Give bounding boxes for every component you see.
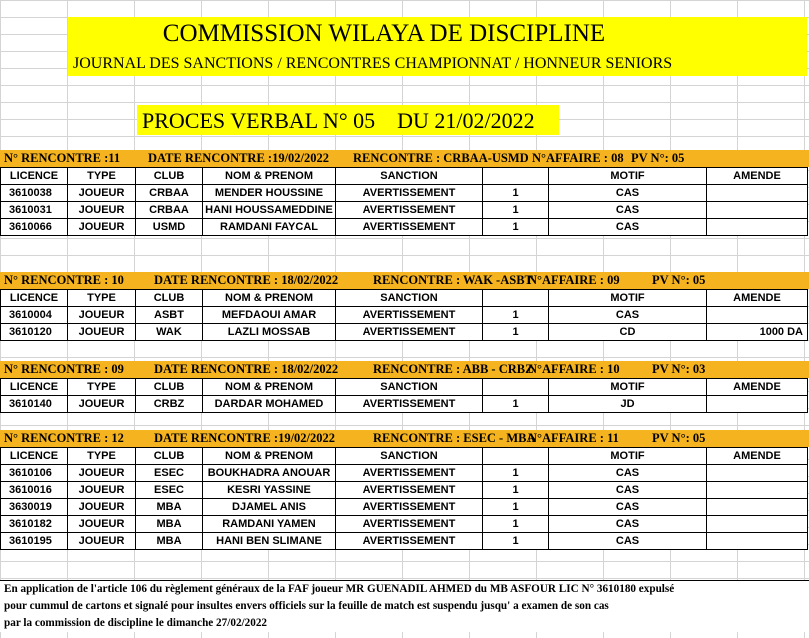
type-cell: JOUEUR [68,533,136,550]
column-header: SANCTION [336,448,483,465]
name-cell: RAMDANI YAMEN [203,516,336,533]
sanction-cell: AVERTISSEMENT [336,533,483,550]
motif-cell: CAS [549,307,707,324]
column-header: TYPE [68,168,136,185]
affaire-number: N°AFFAIRE : 09 [528,273,620,287]
name-cell: RAMDANI FAYCAL [203,219,336,236]
motif-cell: CD [549,324,707,341]
affaire-number: N°AFFAIRE : 10 [528,362,620,376]
column-header: MOTIF [549,168,707,185]
table-row [1,396,808,413]
sanction-section [0,150,809,236]
motif-cell: CAS [549,482,707,499]
type-cell: JOUEUR [68,202,136,219]
amende-cell [707,482,808,499]
name-cell: HANI HOUSSAMEDDINE [203,202,336,219]
type-cell: JOUEUR [68,307,136,324]
page-title: COMMISSION WILAYA DE DISCIPLINE [162,20,606,47]
sanction-cell: AVERTISSEMENT [336,219,483,236]
table-row [1,516,808,533]
table-row [1,202,808,219]
pv-title: PROCES VERBAL N° 05 DU 21/02/2022 [142,108,535,133]
rencontre-date: DATE RENCONTRE :19/02/2022 [154,431,336,445]
rencontre-teams: RENCONTRE : ABB - CRBZ [373,362,534,376]
licence-cell: 3610106 [1,465,68,482]
column-header [483,379,549,396]
count-cell: 1 [483,202,549,219]
motif-cell: CAS [549,465,707,482]
table-row [1,307,808,324]
type-cell: JOUEUR [68,396,136,413]
table-row [1,219,808,236]
sanctions-table [0,289,808,341]
column-header: TYPE [68,448,136,465]
sanction-cell: AVERTISSEMENT [336,185,483,202]
sanctions-table [0,167,808,236]
column-header: LICENCE [1,290,68,307]
amende-cell [707,307,808,324]
club-cell: MBA [136,533,203,550]
column-header: NOM & PRENOM [203,168,336,185]
affaire-number: N°AFFAIRE : 08 [532,151,624,165]
amende-cell [707,185,808,202]
count-cell: 1 [483,499,549,516]
name-cell: MEFDAOUI AMAR [203,307,336,324]
rencontre-number: N° RENCONTRE : 10 [4,273,124,287]
licence-cell: 3610038 [1,185,68,202]
motif-cell: CAS [549,533,707,550]
column-header: SANCTION [336,168,483,185]
footer-line: par la commission de discipline le dimanche 27/02/2022 [4,617,268,629]
club-cell: CRBZ [136,396,203,413]
section-header [0,430,809,447]
sanction-cell: AVERTISSEMENT [336,465,483,482]
club-cell: ESEC [136,482,203,499]
table-row [1,533,808,550]
motif-cell: CAS [549,185,707,202]
column-header: AMENDE [707,379,808,396]
count-cell: 1 [483,185,549,202]
column-header [483,290,549,307]
count-cell: 1 [483,465,549,482]
motif-cell: CAS [549,219,707,236]
count-cell: 1 [483,533,549,550]
section-header [0,272,809,289]
type-cell: JOUEUR [68,185,136,202]
name-cell: KESRI YASSINE [203,482,336,499]
licence-cell: 3610182 [1,516,68,533]
column-header: LICENCE [1,168,68,185]
column-header: MOTIF [549,290,707,307]
column-header: MOTIF [549,448,707,465]
licence-cell: 3610195 [1,533,68,550]
name-cell: BOUKHADRA ANOUAR [203,465,336,482]
column-header: MOTIF [549,379,707,396]
name-cell: LAZLI MOSSAB [203,324,336,341]
column-header: AMENDE [707,168,808,185]
licence-cell: 3630019 [1,499,68,516]
club-cell: CRBAA [136,202,203,219]
count-cell: 1 [483,482,549,499]
table-row [1,324,808,341]
table-header-row [1,448,808,465]
section-header [0,361,809,378]
name-cell: DARDAR MOHAMED [203,396,336,413]
column-header: AMENDE [707,448,808,465]
column-header: TYPE [68,379,136,396]
club-cell: ESEC [136,465,203,482]
rencontre-number: N° RENCONTRE :11 [4,151,121,165]
column-header: SANCTION [336,379,483,396]
sanction-cell: AVERTISSEMENT [336,307,483,324]
sanction-cell: AVERTISSEMENT [336,516,483,533]
column-header: LICENCE [1,379,68,396]
table-row [1,465,808,482]
affaire-number: N°AFFAIRE : 11 [528,431,619,445]
rencontre-teams: RENCONTRE : CRBAA-USMD [353,151,529,165]
amende-cell [707,202,808,219]
sanctions-table [0,447,808,550]
column-header: NOM & PRENOM [203,448,336,465]
sanction-section [0,430,809,550]
count-cell: 1 [483,307,549,324]
licence-cell: 3610066 [1,219,68,236]
amende-cell: 1000 DA [707,324,808,341]
sanction-section [0,361,809,413]
column-header [483,448,549,465]
motif-cell: CAS [549,202,707,219]
sanctions-table [0,378,808,413]
licence-cell: 3610120 [1,324,68,341]
amende-cell [707,219,808,236]
sanction-cell: AVERTISSEMENT [336,396,483,413]
rencontre-date: DATE RENCONTRE : 18/02/2022 [154,362,339,376]
type-cell: JOUEUR [68,219,136,236]
club-cell: USMD [136,219,203,236]
table-header-row [1,290,808,307]
rencontre-teams: RENCONTRE : WAK -ASBT [373,273,533,287]
column-header: LICENCE [1,448,68,465]
sanction-section [0,272,809,341]
count-cell: 1 [483,219,549,236]
pv-number: PV N°: 03 [652,362,706,376]
amende-cell [707,499,808,516]
type-cell: JOUEUR [68,324,136,341]
count-cell: 1 [483,324,549,341]
section-header [0,150,809,167]
pv-number: PV N°: 05 [652,431,706,445]
club-cell: ASBT [136,307,203,324]
rencontre-teams: RENCONTRE : ESEC - MBA [373,431,536,445]
column-header: TYPE [68,290,136,307]
sanction-cell: AVERTISSEMENT [336,324,483,341]
type-cell: JOUEUR [68,482,136,499]
type-cell: JOUEUR [68,516,136,533]
amende-cell [707,396,808,413]
sanction-cell: AVERTISSEMENT [336,202,483,219]
amende-cell [707,516,808,533]
table-header-row [1,168,808,185]
licence-cell: 3610004 [1,307,68,324]
rencontre-number: N° RENCONTRE : 12 [4,431,124,445]
club-cell: CRBAA [136,185,203,202]
column-header: AMENDE [707,290,808,307]
type-cell: JOUEUR [68,465,136,482]
sanction-cell: AVERTISSEMENT [336,482,483,499]
column-header: CLUB [136,168,203,185]
motif-cell: CAS [549,499,707,516]
licence-cell: 3610016 [1,482,68,499]
amende-cell [707,465,808,482]
column-header: CLUB [136,448,203,465]
column-header: CLUB [136,290,203,307]
table-row [1,499,808,516]
licence-cell: 3610140 [1,396,68,413]
motif-cell: CAS [549,516,707,533]
page-subtitle: JOURNAL DES SANCTIONS / RENCONTRES CHAMPIONNAT / HONNEUR SENIORS [73,55,673,72]
name-cell: HANI BEN SLIMANE [203,533,336,550]
table-header-row [1,379,808,396]
count-cell: 1 [483,396,549,413]
name-cell: MENDER HOUSSINE [203,185,336,202]
club-cell: MBA [136,516,203,533]
column-header: NOM & PRENOM [203,379,336,396]
rencontre-number: N° RENCONTRE : 09 [4,362,124,376]
name-cell: DJAMEL ANIS [203,499,336,516]
column-header: NOM & PRENOM [203,290,336,307]
amende-cell [707,533,808,550]
club-cell: MBA [136,499,203,516]
column-header [483,168,549,185]
footer-line: pour cummul de cartons et signalé pour insultes envers officiels sur la feuille de match est suspendu jusqu' a examen de son cas [4,600,609,612]
footer-note [0,580,809,632]
pv-number: PV N°: 05 [631,151,685,165]
table-row [1,185,808,202]
rencontre-date: DATE RENCONTRE : 18/02/2022 [154,273,339,287]
club-cell: WAK [136,324,203,341]
sanction-cell: AVERTISSEMENT [336,499,483,516]
licence-cell: 3610031 [1,202,68,219]
table-row [1,482,808,499]
column-header: SANCTION [336,290,483,307]
count-cell: 1 [483,516,549,533]
type-cell: JOUEUR [68,499,136,516]
footer-line: En application de l'article 106 du règlement généraux de la FAF joueur MR GUENADIL AHMED du MB ASFOUR LIC N° 3610180 expulsé [4,583,675,595]
column-header: CLUB [136,379,203,396]
motif-cell: JD [549,396,707,413]
pv-number: PV N°: 05 [652,273,706,287]
rencontre-date: DATE RENCONTRE :19/02/2022 [148,151,330,165]
